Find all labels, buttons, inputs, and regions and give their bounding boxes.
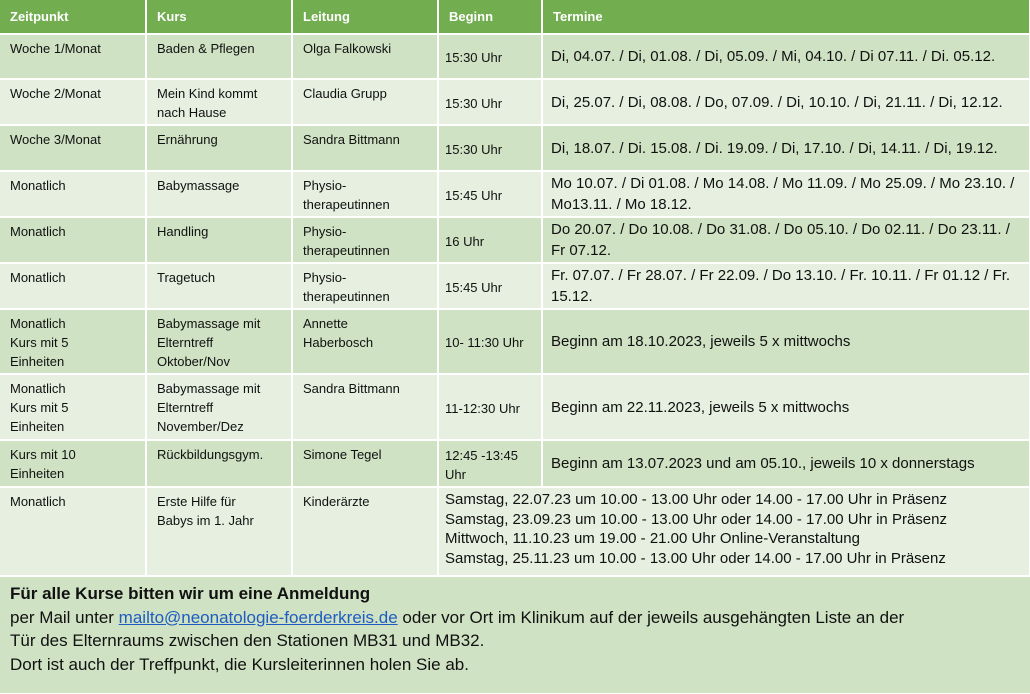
cell-beginn: 15:45 Uhr (438, 171, 542, 217)
registration-line-2: Tür des Elternraums zwischen den Stationen MB31 und MB32. (10, 631, 485, 650)
cell-termine: Do 20.07. / Do 10.08. / Do 31.08. / Do 05.10. / Do 02.11. / Do 23.11. / Fr 07.12. (542, 217, 1030, 263)
cell-kurs: Babymassage mit Elterntreff November/Dez (146, 374, 292, 440)
registration-text-post: oder vor Ort im Klinikum auf der jeweils ausgehängten Liste an der (397, 607, 905, 627)
registration-notice (0, 575, 1030, 693)
table-row (0, 309, 1030, 374)
header-kurs: Kurs (146, 0, 292, 34)
table-row (0, 125, 1030, 171)
table-row (0, 79, 1030, 125)
cell-zeitpunkt: Woche 3/Monat (0, 125, 146, 171)
cell-kurs: Mein Kind kommt nach Hause (146, 79, 292, 125)
table-row (0, 263, 1030, 309)
cell-kurs: Baden & Pflegen (146, 34, 292, 79)
cell-zeitpunkt: Monatlich (0, 171, 146, 217)
table-row (0, 217, 1030, 263)
cell-leitung: Kinderärzte (292, 487, 438, 575)
cell-beginn: 15:45 Uhr (438, 263, 542, 309)
table-row (0, 374, 1030, 440)
cell-kurs: Handling (146, 217, 292, 263)
registration-heading: Für alle Kurse bitten wir um eine Anmeldung (10, 584, 371, 603)
cell-zeitpunkt: Monatlich (0, 487, 146, 575)
registration-text-pre: per Mail unter (10, 607, 119, 627)
header-leitung: Leitung (292, 0, 438, 34)
table-row (0, 34, 1030, 79)
header-termine: Termine (542, 0, 1030, 34)
cell-zeitpunkt: Woche 1/Monat (0, 34, 146, 79)
cell-termine: Di, 25.07. / Di, 08.08. / Do, 07.09. / Di, 10.10. / Di, 21.11. / Di, 12.12. (542, 79, 1030, 125)
cell-termine: Fr. 07.07. / Fr 28.07. / Fr 22.09. / Do 13.10. / Fr. 10.11. / Fr 01.12 / Fr. 15.12. (542, 263, 1030, 309)
termin-line: Samstag, 22.07.23 um 10.00 - 13.00 Uhr oder 14.00 - 17.00 Uhr in Präsenz (445, 491, 947, 508)
cell-kurs: Babymassage mit Elterntreff Oktober/Nov (146, 309, 292, 374)
cell-zeitpunkt: Monatlich Kurs mit 5 Einheiten (0, 309, 146, 374)
cell-leitung: Sandra Bittmann (292, 125, 438, 171)
registration-line-1 (10, 606, 1020, 630)
cell-kurs: Babymassage (146, 171, 292, 217)
cell-leitung: Olga Falkowski (292, 34, 438, 79)
cell-zeitpunkt: Monatlich (0, 263, 146, 309)
cell-kurs: Ernährung (146, 125, 292, 171)
cell-beginn: 15:30 Uhr (438, 79, 542, 125)
cell-kurs: Rückbildungsgym. (146, 440, 292, 487)
cell-beginn: 15:30 Uhr (438, 34, 542, 79)
cell-beginn: 10- 11:30 Uhr (438, 309, 542, 374)
cell-kurs: Erste Hilfe für Babys im 1. Jahr (146, 487, 292, 575)
termin-line: Samstag, 25.11.23 um 10.00 - 13.00 Uhr oder 14.00 - 17.00 Uhr in Präsenz (445, 549, 946, 567)
cell-leitung: Annette Haberbosch (292, 309, 438, 374)
cell-beginn: 11-12:30 Uhr (438, 374, 542, 440)
table-row (0, 440, 1030, 487)
cell-termine: Beginn am 22.11.2023, jeweils 5 x mittwochs (542, 374, 1030, 440)
termin-line: Samstag, 23.09.23 um 10.00 - 13.00 Uhr oder 14.00 - 17.00 Uhr in Präsenz (445, 510, 947, 528)
header-zeitpunkt: Zeitpunkt (0, 0, 146, 34)
cell-zeitpunkt: Woche 2/Monat (0, 79, 146, 125)
cell-beginn: 16 Uhr (438, 217, 542, 263)
table-row (0, 487, 1030, 575)
cell-termine-erste-hilfe (438, 487, 1030, 575)
cell-termine: Di, 04.07. / Di, 01.08. / Di, 05.09. / Mi, 04.10. / Di 07.11. / Di. 05.12. (542, 34, 1030, 79)
header-beginn: Beginn (438, 0, 542, 34)
cell-zeitpunkt: Kurs mit 10 Einheiten (0, 440, 146, 487)
cell-termine: Mo 10.07. / Di 01.08. / Mo 14.08. / Mo 11.09. / Mo 25.09. / Mo 23.10. / Mo13.11. / Mo 18.12. (542, 171, 1030, 217)
cell-zeitpunkt: Monatlich Kurs mit 5 Einheiten (0, 374, 146, 440)
termin-line: Mittwoch, 11.10.23 um 19.00 - 21.00 Uhr Online-Veranstaltung (445, 530, 860, 547)
cell-zeitpunkt: Monatlich (0, 217, 146, 263)
cell-termine: Di, 18.07. / Di. 15.08. / Di. 19.09. / Di, 17.10. / Di, 14.11. / Di, 19.12. (542, 125, 1030, 171)
cell-leitung: Simone Tegel (292, 440, 438, 487)
cell-leitung: Claudia Grupp (292, 79, 438, 125)
registration-line-3: Dort ist auch der Treffpunkt, die Kursleiterinnen holen Sie ab. (10, 654, 469, 674)
cell-beginn: 15:30 Uhr (438, 125, 542, 171)
cell-termine: Beginn am 13.07.2023 und am 05.10., jeweils 10 x donnerstags (542, 440, 1030, 487)
cell-kurs: Tragetuch (146, 263, 292, 309)
cell-beginn: 12:45 -13:45 Uhr (438, 440, 542, 487)
cell-leitung: Physio-therapeutinnen (292, 263, 438, 309)
table-row (0, 171, 1030, 217)
email-link[interactable]: mailto@neonatologie-foerderkreis.de (118, 607, 398, 627)
cell-leitung: Physio-therapeutinnen (292, 217, 438, 263)
header-row (0, 0, 1030, 34)
cell-leitung: Physio-therapeutinnen (292, 171, 438, 217)
cell-termine: Beginn am 18.10.2023, jeweils 5 x mittwochs (542, 309, 1030, 374)
cell-leitung: Sandra Bittmann (292, 374, 438, 440)
